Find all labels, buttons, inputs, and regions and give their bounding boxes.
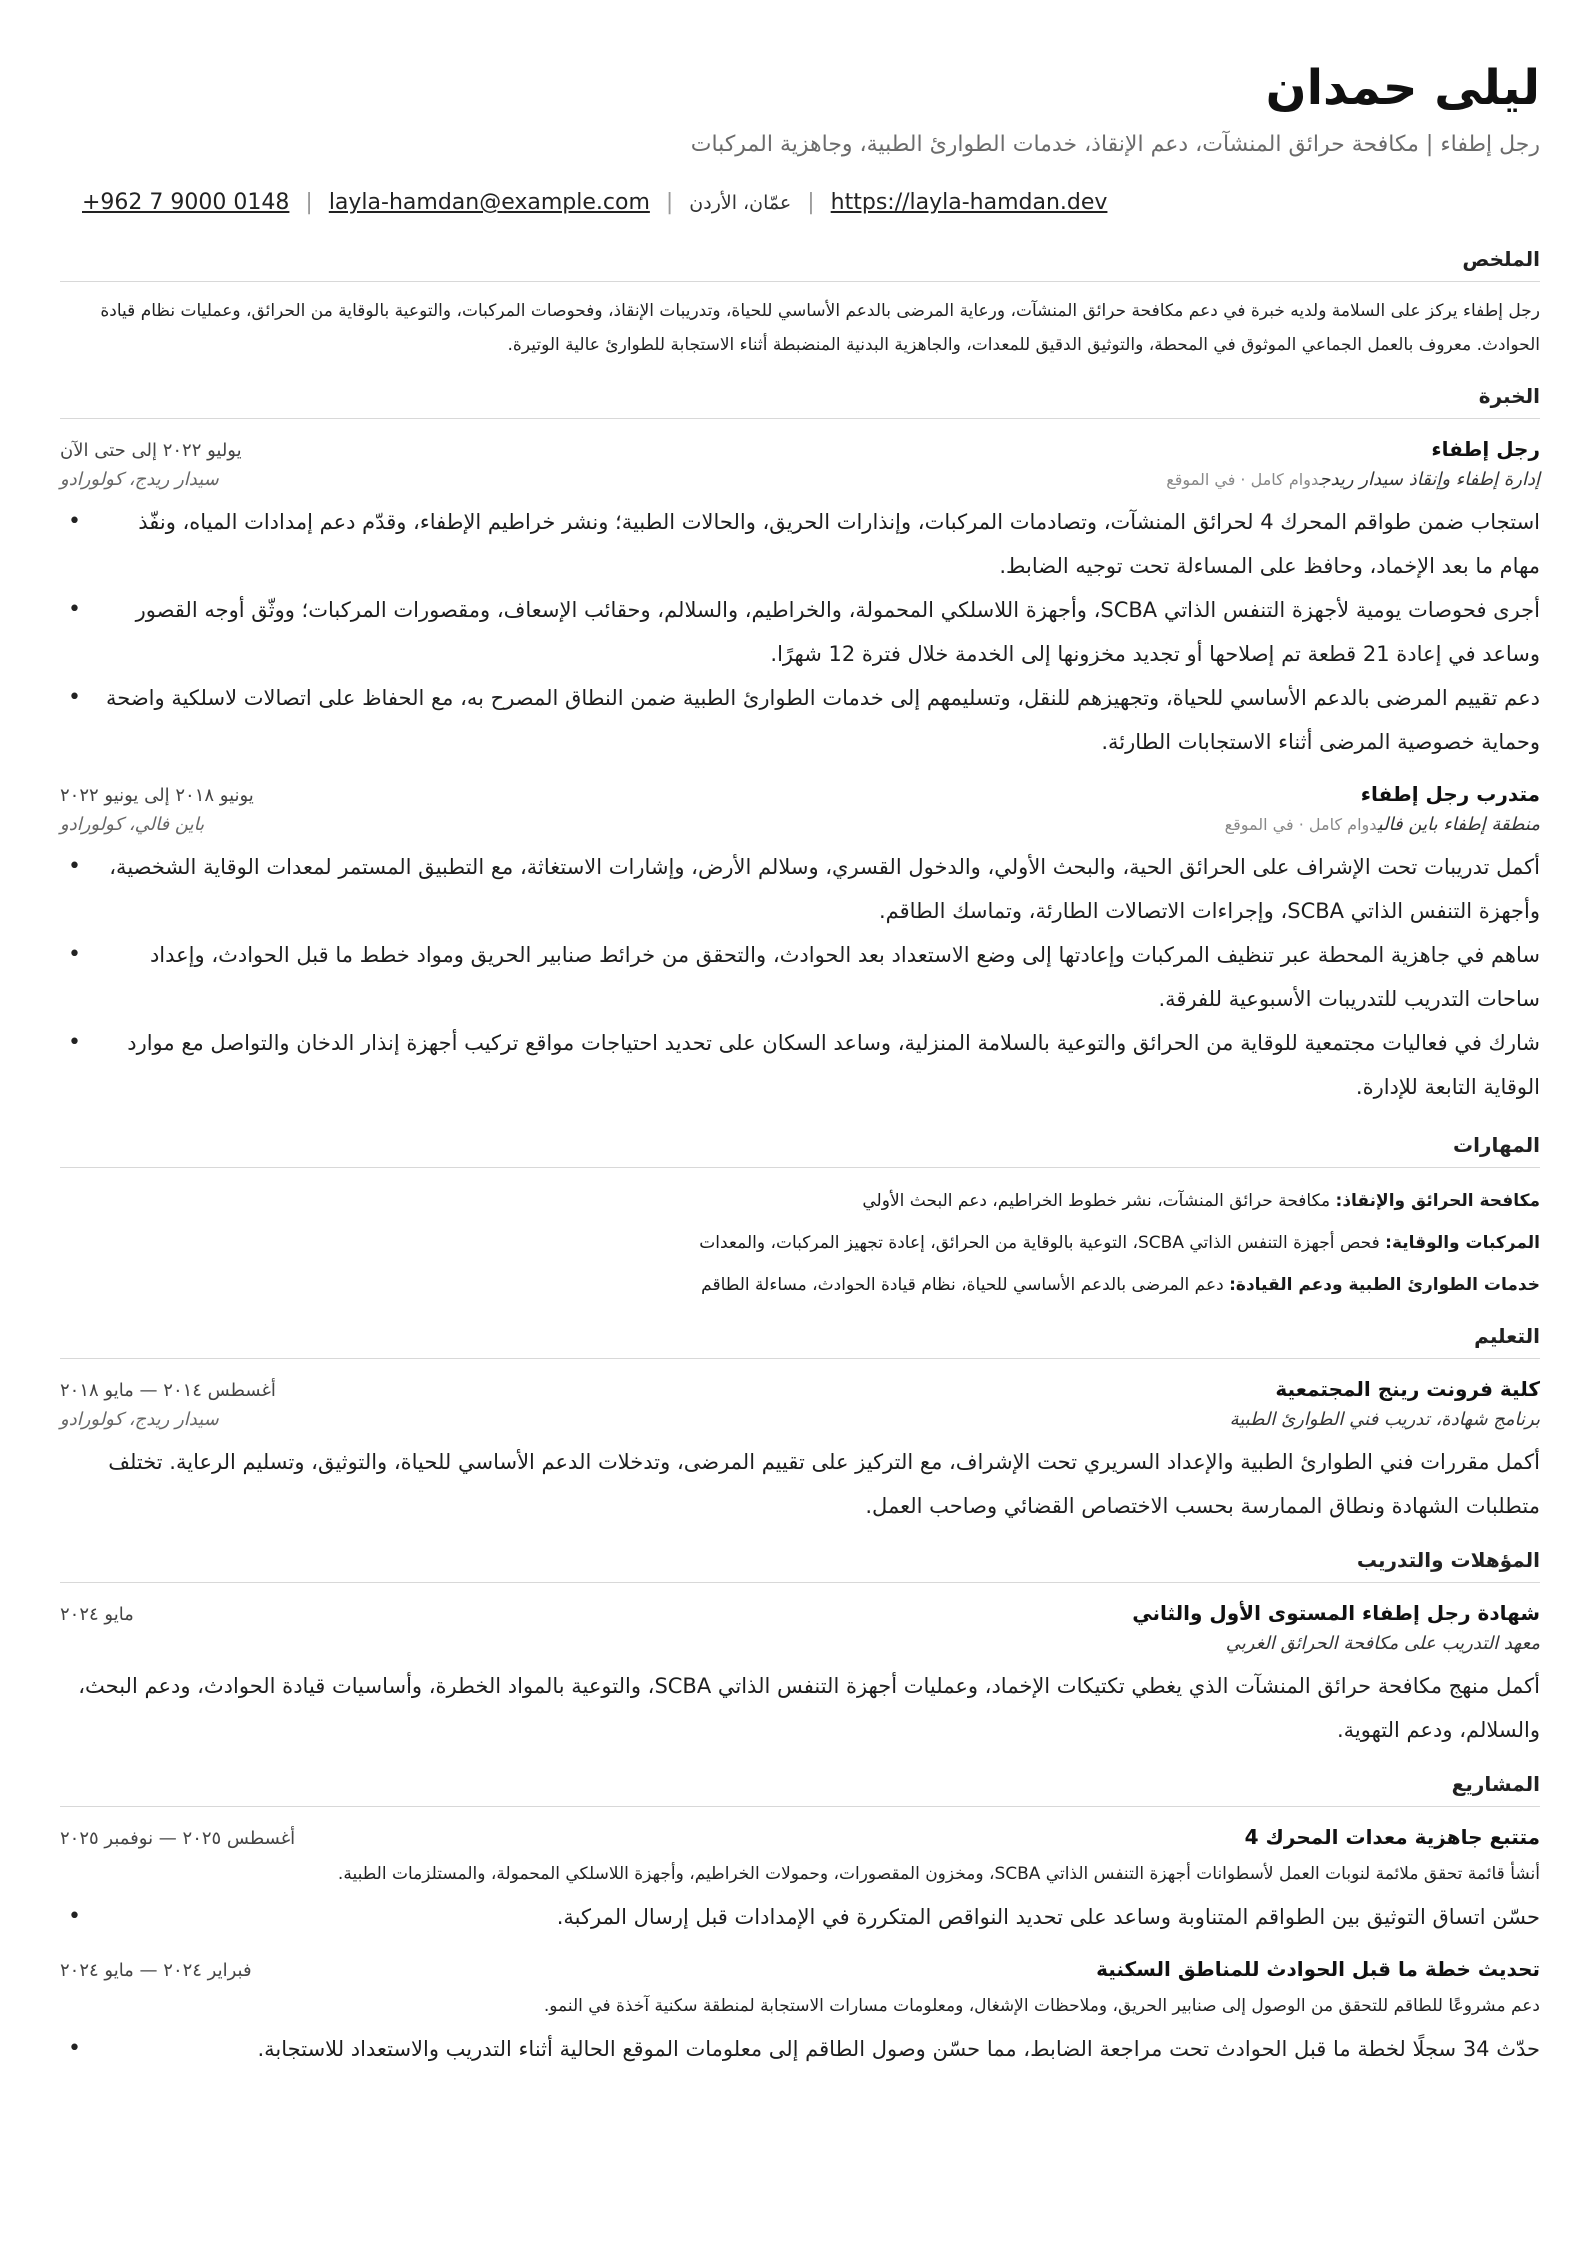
job-title: رجل إطفاء <box>1431 437 1540 461</box>
employment-type: دوام كامل · في الموقع <box>1166 470 1320 489</box>
section-title: الملخص <box>60 247 1540 282</box>
list-item: • استجاب ضمن طواقم المحرك 4 لحرائق المنشآت، وتصادمات المركبات، وإنذارات الحريق، والحالات الطبية؛ ونشر خراطيم الإطفاء، وقدّم دعم إمدادات المياه، ونفّذ مهام ما بعد الإخماد، وحافظ على المساءلة تحت توجيه الضابط. <box>60 500 1540 588</box>
skill-text: فحص أجهزة التنفس الذاتي SCBA، التوعية بالوقاية من الحرائق، إعادة تجهيز المركبات، والمعدات <box>699 1233 1386 1253</box>
employer: منطقة إطفاء باين فالي <box>1377 814 1540 835</box>
email-link[interactable]: layla-hamdan@example.com <box>328 190 650 215</box>
experience-entry <box>60 782 1540 1109</box>
bullet-list <box>60 500 1540 764</box>
experience-section <box>60 384 1540 1109</box>
summary-text: رجل إطفاء يركز على السلامة ولديه خبرة في دعم مكافحة حرائق المنشآت، ورعاية المرضى بالدعم الأساسي للحياة، وتدريبات الإنقاذ، وفحوصات المركبات، والتوعية بالوقاية من الحرائق، وعمليات نظام قيادة الحوادث. معروف بالعمل الجماعي الموثوق في المحطة، والتوثيق الدقيق للمعدات، والجاهزية البدنية المنضبطة أثناء الاستجابة للطوارئ عالية الوتيرة. <box>100 301 1540 355</box>
program: برنامج شهادة، تدريب فني الطوارئ الطبية <box>1229 1409 1540 1430</box>
skills-section <box>60 1133 1540 1306</box>
school-location: سيدار ريدج، كولورادو <box>60 1409 219 1430</box>
skill-label: مكافحة الحرائق والإنقاذ: <box>1335 1191 1540 1211</box>
employer: إدارة إطفاء وإنقاذ سيدار ريدج <box>1319 469 1540 490</box>
certification-date: مايو ٢٠٢٤ <box>60 1604 134 1625</box>
skill-text: مكافحة حرائق المنشآت، نشر خطوط الخراطيم، دعم البحث الأولي <box>862 1191 1336 1211</box>
certification-entry <box>60 1601 1540 1752</box>
project-description: أنشأ قائمة تحقق ملائمة لنوبات العمل لأسطوانات أجهزة التنفس الذاتي SCBA، ومخزون المقصورات، وحمولات الخراطيم، وأجهزة اللاسلكي المحمولة، والمستلزمات الطبية. <box>337 1864 1540 1884</box>
employment-type: دوام كامل · في الموقع <box>1224 815 1378 834</box>
website-link[interactable]: https://layla-hamdan.dev <box>830 190 1108 215</box>
section-title: التعليم <box>60 1324 1540 1359</box>
bullet-list <box>60 2027 1540 2071</box>
list-item: • أجرى فحوصات يومية لأجهزة التنفس الذاتي SCBA، وأجهزة اللاسلكي المحمولة، والخراطيم، والسلالم، وحقائب الإسعاف، ومقصورات المركبات؛ ووثّق أوجه القصور وساعد في إعادة 21 قطعة تم إصلاحها أو تجديد مخزونها إلى الخدمة خلال فترة 12 شهرًا. <box>60 588 1540 676</box>
list-item: • حسّن اتساق التوثيق بين الطواقم المتناوبة وساعد على تحديد النواقص المتكررة في الإمدادات قبل إرسال المركبة. <box>60 1895 1540 1939</box>
skill-line <box>60 1264 1540 1306</box>
candidate-name: ليلى حمدان <box>1265 60 1540 116</box>
projects-section <box>60 1772 1540 2071</box>
list-item: • أكمل تدريبات تحت الإشراف على الحرائق الحية، والبحث الأولي، والدخول القسري، وسلالم الأرض، وإشارات الاستغاثة، مع التطبيق المستمر لمعدات الوقاية الشخصية، وأجهزة التنفس الذاتي SCBA، وإجراءات الاتصالات الطارئة، وتماسك الطاقم. <box>60 845 1540 933</box>
separator: | <box>665 190 674 215</box>
school-name: كلية فرونت رينج المجتمعية <box>1275 1377 1540 1401</box>
project-date: أغسطس ٢٠٢٥ — نوفمبر ٢٠٢٥ <box>60 1828 296 1849</box>
education-date: أغسطس ٢٠١٤ — مايو ٢٠١٨ <box>60 1380 276 1401</box>
summary-section <box>60 247 1540 362</box>
education-description: أكمل مقررات فني الطوارئ الطبية والإعداد السريري تحت الإشراف، مع التركيز على تقييم المرضى، وتدخلات الدعم الأساسي للحياة، والتوثيق، وتسليم الرعاية. تختلف متطلبات الشهادة ونطاق الممارسة بحسب الاختصاص القضائي وصاحب العمل. <box>108 1450 1540 1518</box>
skill-label: خدمات الطوارئ الطبية ودعم القيادة: <box>1229 1275 1540 1295</box>
list-item: • شارك في فعاليات مجتمعية للوقاية من الحرائق والتوعية بالسلامة المنزلية، وساعد السكان على تحديد احتياجات مواقع تركيب أجهزة إنذار الدخان والتواصل مع موارد الوقاية التابعة للإدارة. <box>60 1021 1540 1109</box>
skill-line <box>60 1222 1540 1264</box>
project-entry <box>60 1957 1540 2071</box>
issuer: معهد التدريب على مكافحة الحرائق الغربي <box>1225 1633 1540 1654</box>
skill-line <box>60 1180 1540 1222</box>
bullet-list <box>60 845 1540 1109</box>
skill-text: دعم المرضى بالدعم الأساسي للحياة، نظام قيادة الحوادث، مساءلة الطاقم <box>701 1275 1230 1295</box>
experience-entry <box>60 437 1540 764</box>
bullet-list <box>60 1895 1540 1939</box>
job-title: متدرب رجل إطفاء <box>1360 782 1540 806</box>
job-location: سيدار ريدج، كولورادو <box>60 469 219 490</box>
phone-link[interactable]: +962 7 9000 0148 <box>82 190 290 215</box>
project-title: تحديث خطة ما قبل الحوادث للمناطق السكنية <box>1096 1957 1540 1981</box>
job-date: يوليو ٢٠٢٢ إلى حتى الآن <box>60 440 242 461</box>
project-title: متتبع جاهزية معدات المحرك 4 <box>1244 1825 1540 1849</box>
section-title: الخبرة <box>60 384 1540 419</box>
certification-description: أكمل منهج مكافحة حرائق المنشآت الذي يغطي تكتيكات الإخماد، وعمليات أجهزة التنفس الذاتي SCBA، والتوعية بالمواد الخطرة، وأساسيات قيادة الحوادث، ودعم البحث، والسلالم، ودعم التهوية. <box>78 1674 1540 1742</box>
job-location: باين فالي، كولورادو <box>60 814 205 835</box>
section-title: المؤهلات والتدريب <box>60 1548 1540 1583</box>
list-item: • دعم تقييم المرضى بالدعم الأساسي للحياة، وتجهيزهم للنقل، وتسليمهم إلى خدمات الطوارئ الطبية ضمن النطاق المصرح به، مع الحفاظ على اتصالات لاسلكية واضحة وحماية خصوصية المرضى أثناء الاستجابات الطارئة. <box>60 676 1540 764</box>
contact-row <box>60 190 1540 215</box>
section-title: المهارات <box>60 1133 1540 1168</box>
headline: رجل إطفاء | مكافحة حرائق المنشآت، دعم الإنقاذ، خدمات الطوارئ الطبية، وجاهزية المركبات <box>690 132 1540 157</box>
project-date: فبراير ٢٠٢٤ — مايو ٢٠٢٤ <box>60 1960 252 1981</box>
location: عمّان، الأردن <box>689 191 792 214</box>
project-entry <box>60 1825 1540 1939</box>
list-item: • ساهم في جاهزية المحطة عبر تنظيف المركبات وإعادتها إلى وضع الاستعداد بعد الحوادث، والتحقق من خرائط صنابير الحريق ومواد خطط ما قبل الحوادث، وإعداد ساحات التدريب للتدريبات الأسبوعية للفرقة. <box>60 933 1540 1021</box>
education-section <box>60 1324 1540 1528</box>
project-description: دعم مشروعًا للطاقم للتحقق من الوصول إلى صنابير الحريق، وملاحظات الإشغال، ومعلومات مسارات الاستجابة لمنطقة سكنية آخذة في النمو. <box>543 1996 1540 2016</box>
list-item: • حدّث 34 سجلًا لخطة ما قبل الحوادث تحت مراجعة الضابط، مما حسّن وصول الطاقم إلى معلومات الموقع الحالية أثناء التدريب والاستعداد للاستجابة. <box>60 2027 1540 2071</box>
section-title: المشاريع <box>60 1772 1540 1807</box>
certification-name: شهادة رجل إطفاء المستوى الأول والثاني <box>1132 1601 1540 1625</box>
skills-list <box>60 1180 1540 1306</box>
certifications-section <box>60 1548 1540 1752</box>
separator: | <box>305 190 313 215</box>
skill-label: المركبات والوقاية: <box>1385 1233 1540 1253</box>
job-date: يونيو ٢٠١٨ إلى يونيو ٢٠٢٢ <box>60 785 254 806</box>
education-entry <box>60 1377 1540 1528</box>
separator: | <box>807 190 815 215</box>
